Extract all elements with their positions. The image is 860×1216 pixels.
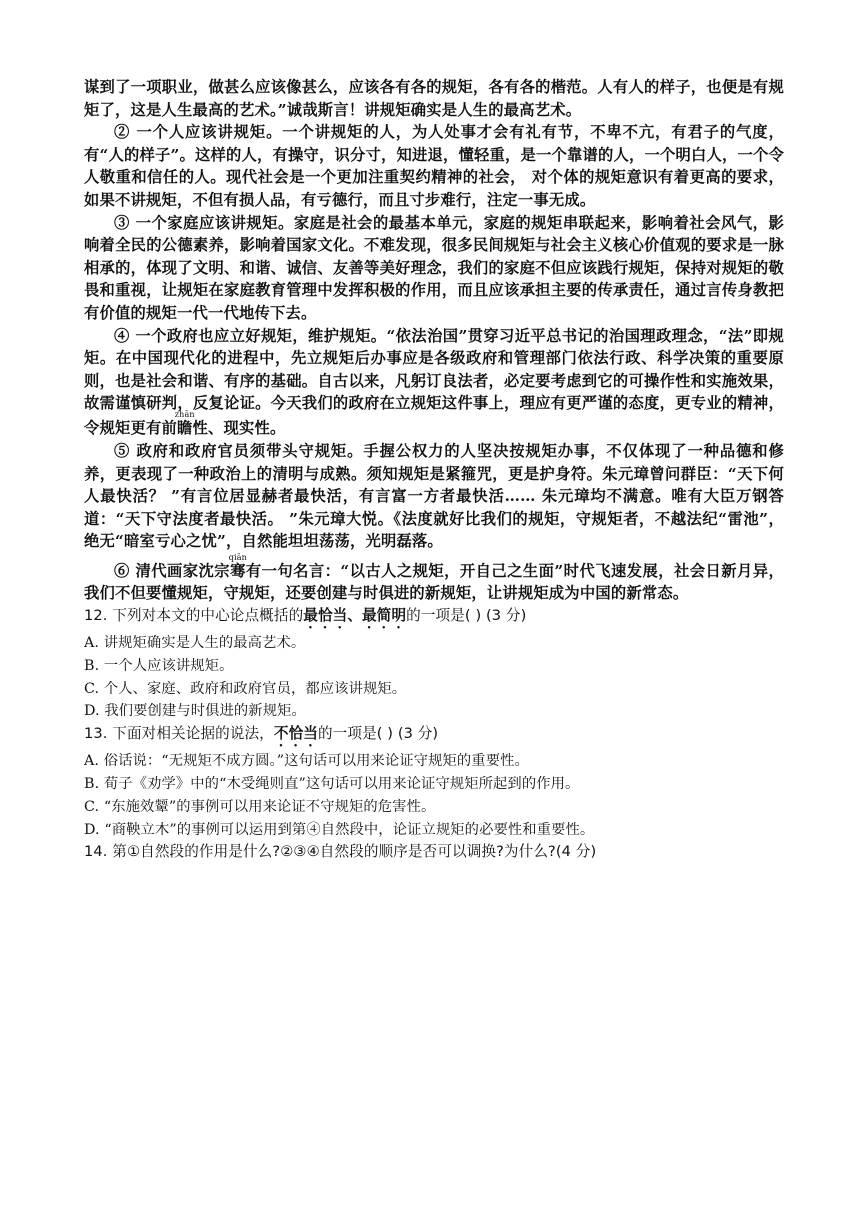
q12-option-d: D. 我们要创建与时俱进的新规矩。 — [84, 703, 306, 720]
passage-paragraph-3: ③ 一个家庭应该讲规矩。家庭是社会的最基本单元，家庭的规矩串联起来，影响着社会风气，影响着全民的公德素养，影响着国家文化。不难发现，很多民间规矩与社会主义核心价值观的要求是一脉相承的，体现了文明、和谐、诚信、友善等美好理念，我们的家庭不但应该践行规矩，保持对规矩的敬畏和重视，让规矩在家庭教育管理中发挥积极的作用，而且应该承担主要的传承责任，通过言传身教把有价值的规矩一代一代地传下去。 — [84, 213, 784, 322]
paragraph-6-text-end: 有一句名言：“以古人之规矩，开自己之生面”时代飞速发展，社会日新月异，我们不但要懂规矩，守规矩，还要创建与时俱进的新规矩，让讲规矩成为中国的新常态。 — [84, 561, 784, 603]
exam-page — [84, 76, 784, 864]
pinyin-zhan: zhān — [174, 410, 195, 420]
passage-paragraph-4 — [84, 325, 784, 440]
q12-emphasis: 最恰当、最简明 — [303, 607, 407, 625]
paragraph-6-text: ⑥ 清代画家沈宗 — [114, 561, 231, 580]
q13-option-d: D. “商鞅立木”的事例可以运用到第④自然段中，论证立规矩的必要性和重要性。 — [84, 821, 595, 838]
passage-paragraph-6 — [84, 553, 784, 605]
q13-option-b: B. 荀子《劝学》中的“木受绳则直”这句话可以用来论证守规矩所起到的作用。 — [84, 776, 580, 793]
q12-option-a: A. 讲规矩确实是人生的最高艺术。 — [84, 635, 306, 652]
question-14: 14. 第①自然段的作用是什么?②③④自然段的顺序是否可以调换?为什么?(4 分) — [84, 843, 597, 861]
q13-option-a: A. 俗话说：“无规矩不成方圆。”这句话可以用来论证守规矩的重要性。 — [84, 753, 529, 770]
q13-emphasis: 不恰当 — [273, 725, 318, 743]
pinyin-qian: qiān — [228, 552, 248, 562]
passage-paragraph-2: ② 一个人应该讲规矩。一个讲规矩的人，为人处事才会有礼有节，不卑不亢，有君子的气度，有“人的样子”。这样的人，有操守，识分寸，知进退，懂轻重，是一个靠谱的人，一个明白人，一个令人敬重和信任的人。现代社会是一个更加注重契约精神的社会， 对个体的规矩意识有着更高的要求，如果不讲规矩，不但有损人品，有亏德行，而且寸步难行，注定一事无成。 — [84, 123, 784, 209]
paragraph-4-text: ④ 一个政府也应立好规矩，维护规矩。“依法治国”贯穿习近平总书记的治国理政理念，“法”即规矩。在中国现代化的进程中，先立规矩后办事应是各级政府和管理部门依法行政、科学决策的重要原则，也是社会和谐、有序的基础。自古以来，凡躬订良法者，必定要考虑到它的可操作性和实施效果，故需谨慎研判，反复论证。今天我们的政府在立规矩这件事上，理应有更严谨的态度，更专业的精神，令规矩更有前 — [84, 326, 784, 438]
question-12: 12. 下列对本文的中心论点概括的最恰当、最简明的一项是( ) (3 分) — [84, 607, 527, 625]
q12-option-b: B. 一个人应该讲规矩。 — [84, 657, 234, 674]
q13-option-c: C. “东施效颦”的事例可以用来论证不守规矩的危害性。 — [84, 798, 436, 815]
ruby-qian: 骞qiān — [228, 552, 248, 580]
question-13: 13. 下面对相关论据的说法，不恰当的一项是( ) (3 分) — [84, 725, 439, 743]
q12-option-c: C. 个人、家庭、政府和政府官员，都应该讲规矩。 — [84, 680, 407, 697]
passage-paragraph-1-end: 谋到了一项职业，做甚么应该像甚么，应该各有各的规矩，各有各的楷范。人有人的样子，也便是有规矩了，这是人生最高的艺术。”诚哉斯言！讲规矩确实是人生的最高艺术。 — [84, 78, 784, 119]
ruby-zhan: 瞻zhān — [174, 410, 195, 438]
passage-paragraph-5: ⑤ 政府和政府官员须带头守规矩。手握公权力的人坚决按规矩办事，不仅体现了一种品德和修养，更表现了一种政治上的清明与成熟。须知规矩是紧箍咒，更是护身符。朱元璋曾问群臣：“天下何人最快活？ ”有言位居显赫者最快活，有言富一方者最快活…… 朱元璋均不满意。唯有大臣万钢答道：“天下守法度者最快活。 ”朱元璋大悦。《法度就好比我们的规矩，守规矩者，不越法纪“雷池”，绝无“暗室亏心之忧”，自然能坦坦荡荡，光明磊落。 — [84, 441, 784, 551]
paragraph-4-text-end: 性、现实性。 — [192, 419, 286, 438]
